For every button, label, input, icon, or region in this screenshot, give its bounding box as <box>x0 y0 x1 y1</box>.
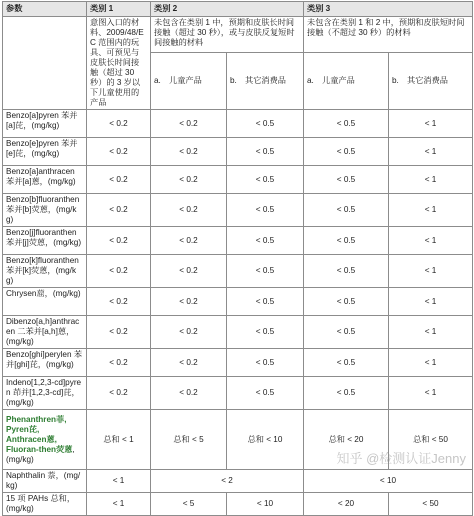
value-cell: < 0.2 <box>87 349 151 377</box>
value-cell: < 0.2 <box>87 110 151 138</box>
value-cell: < 0.5 <box>227 377 304 410</box>
description-category-3: 未包含在类别 1 和 2 中，预期和皮肤短时间接触（不超过 30 秒）的材料 <box>304 17 473 53</box>
value-cell: < 0.5 <box>304 349 389 377</box>
value-cell: < 2 <box>151 470 304 493</box>
param-cell: Benzo[e]pyren 苯并[e]芘，(mg/kg) <box>3 138 87 166</box>
value-cell: < 1 <box>389 166 473 194</box>
value-cell: < 1 <box>389 194 473 227</box>
table-row <box>3 316 473 349</box>
value-cell: < 1 <box>389 110 473 138</box>
header-category-3: 类别 3 <box>304 2 473 17</box>
value-cell: < 0.5 <box>304 138 389 166</box>
value-cell: < 0.5 <box>227 288 304 316</box>
value-cell: < 0.5 <box>227 255 304 288</box>
value-cell: < 0.5 <box>304 377 389 410</box>
naphthalin-row <box>3 470 473 493</box>
value-cell: < 0.2 <box>151 166 227 194</box>
param-cell: Benzo[a]pyren 苯并[a]芘，(mg/kg) <box>3 110 87 138</box>
value-cell: < 0.2 <box>87 255 151 288</box>
value-cell: < 0.2 <box>87 227 151 255</box>
param-cell: Benzo[ghi]perylen 苯并[ghi]芘，(mg/kg) <box>3 349 87 377</box>
table-row <box>3 255 473 288</box>
value-cell: < 1 <box>389 377 473 410</box>
value-cell: < 0.5 <box>304 110 389 138</box>
value-cell: < 0.2 <box>151 227 227 255</box>
value-cell: < 0.2 <box>87 316 151 349</box>
value-cell: < 0.5 <box>227 166 304 194</box>
value-cell: < 10 <box>227 493 304 516</box>
value-cell: < 0.2 <box>151 349 227 377</box>
value-cell: 总和 < 20 <box>304 410 389 470</box>
param-cell: Chrysen䓛，(mg/kg) <box>3 288 87 316</box>
green-compound-name: Pyren芘, <box>6 424 40 434</box>
value-cell: < 0.5 <box>304 316 389 349</box>
description-row <box>3 17 473 53</box>
subheader-2a: a. 儿童产品 <box>151 53 227 110</box>
value-cell: < 20 <box>304 493 389 516</box>
description-category-2: 未包含在类别 1 中，预期和皮肤长时间接触（超过 30 秒），或与皮肤反复短时间接触的材料 <box>151 17 304 53</box>
group-param-cell <box>3 410 87 470</box>
value-cell: < 0.2 <box>87 138 151 166</box>
param-cell: Benzo[a]anthracen 苯并[a]蒽，(mg/kg) <box>3 166 87 194</box>
value-cell: < 0.5 <box>227 138 304 166</box>
value-cell: 总和 < 5 <box>151 410 227 470</box>
value-cell: < 1 <box>389 255 473 288</box>
description-category-1: 意图入口的材料、2009/48/EC 范围内的玩具、可预见与皮肤长时间接触（超过 30 秒）的 3 岁以下儿童使用的产品 <box>87 17 151 110</box>
param-cell: Benzo[j]fluoranthen 苯并[j]荧蒽，(mg/kg) <box>3 227 87 255</box>
param-cell: Benzo[k]fluoranthen 苯并[k]荧蒽，(mg/kg) <box>3 255 87 288</box>
value-cell: < 0.5 <box>304 227 389 255</box>
pah-limits-table <box>2 1 473 516</box>
value-cell: < 0.5 <box>304 166 389 194</box>
value-cell: < 0.5 <box>227 110 304 138</box>
watermark: 知乎 @检测认证Jenny <box>336 451 466 466</box>
param-cell: 15 项 PAHs 总和，(mg/kg) <box>3 493 87 516</box>
table-row <box>3 227 473 255</box>
subheader-3b: b. 其它消费品 <box>389 53 473 110</box>
value-cell: < 0.5 <box>304 194 389 227</box>
value-cell: < 0.2 <box>151 288 227 316</box>
value-cell: < 0.5 <box>227 194 304 227</box>
value-cell: < 0.5 <box>304 255 389 288</box>
value-cell: < 1 <box>389 138 473 166</box>
subheader-2b: b. 其它消费品 <box>227 53 304 110</box>
param-cell: Benzo[b]fluoranthen 苯并[b]荧蒽，(mg/kg) <box>3 194 87 227</box>
header-category-1: 类别 1 <box>87 2 151 17</box>
value-cell: < 1 <box>87 493 151 516</box>
value-cell: < 0.2 <box>151 138 227 166</box>
header-param: 参数 <box>3 2 87 17</box>
value-cell: < 0.2 <box>87 166 151 194</box>
value-cell: < 0.2 <box>151 377 227 410</box>
value-cell: < 1 <box>389 349 473 377</box>
param-cell: Naphthalin 萘，(mg/kg) <box>3 470 87 493</box>
green-compound-name: Fluoran-then荧蒽 <box>6 444 73 454</box>
description-param-cell <box>3 17 87 110</box>
table-row <box>3 166 473 194</box>
value-cell: < 1 <box>389 288 473 316</box>
green-compound-name: Phenanthren菲, <box>6 414 67 424</box>
value-cell: < 5 <box>151 493 227 516</box>
value-cell: 总和 < 10 <box>227 410 304 470</box>
value-cell: < 0.2 <box>151 255 227 288</box>
table-row <box>3 138 473 166</box>
green-compound-name: Anthracen蒽, <box>6 434 57 444</box>
value-cell: < 0.5 <box>227 227 304 255</box>
value-cell: < 10 <box>304 470 473 493</box>
unit-suffix: , (mg/kg) <box>6 444 75 464</box>
value-cell: < 50 <box>389 493 473 516</box>
value-cell: < 1 <box>87 470 151 493</box>
value-cell: < 0.2 <box>87 377 151 410</box>
value-cell: 总和 < 1 <box>87 410 151 470</box>
value-cell: < 0.5 <box>227 349 304 377</box>
table-row <box>3 349 473 377</box>
table-row <box>3 110 473 138</box>
value-cell: < 1 <box>389 227 473 255</box>
param-cell: Indeno[1,2,3-cd]pyren 茚并[1,2,3-cd]芘，(mg/kg) <box>3 377 87 410</box>
value-cell: 总和 < 50 <box>389 410 473 470</box>
value-cell: < 0.2 <box>151 316 227 349</box>
value-cell: < 0.5 <box>227 316 304 349</box>
param-cell: Dibenzo[a,h]anthracen 二苯并[a,h]蒽，(mg/kg) <box>3 316 87 349</box>
value-cell: < 0.2 <box>87 194 151 227</box>
value-cell: < 0.5 <box>304 288 389 316</box>
value-cell: < 0.2 <box>151 194 227 227</box>
value-cell: < 0.2 <box>151 110 227 138</box>
total-row <box>3 493 473 516</box>
subheader-3a: a. 儿童产品 <box>304 53 389 110</box>
table-row <box>3 377 473 410</box>
header-row <box>3 2 473 17</box>
table-row <box>3 288 473 316</box>
value-cell: < 1 <box>389 316 473 349</box>
header-category-2: 类别 2 <box>151 2 304 17</box>
value-cell: < 0.2 <box>87 288 151 316</box>
table-row <box>3 194 473 227</box>
